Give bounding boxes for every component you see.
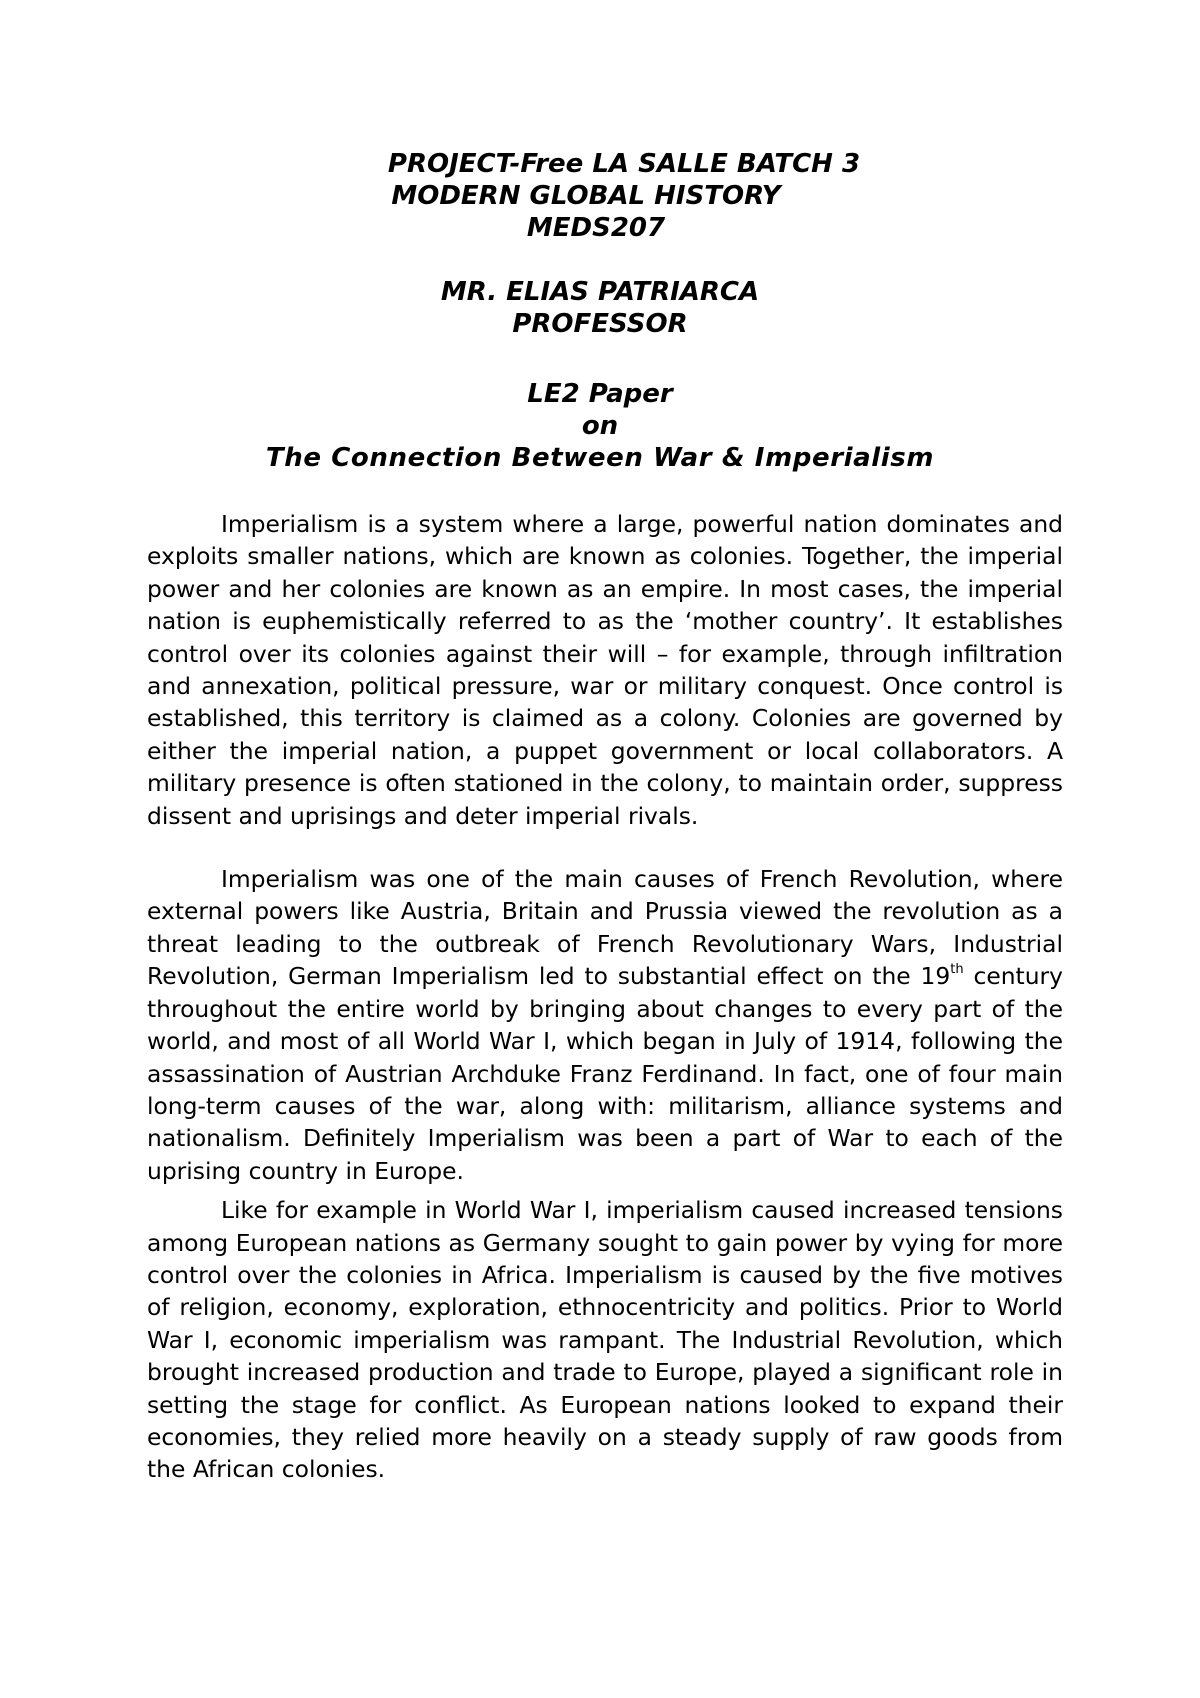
- paper-title: The Connection Between War & Imperialism: [265, 443, 935, 473]
- paper-type: LE2 Paper: [527, 379, 673, 409]
- ordinal-suffix: th: [950, 962, 964, 978]
- course-line: MODERN GLOBAL HISTORY: [391, 181, 781, 211]
- paragraph-2-text-b: century throughout the entire world by bringing about changes to every part of the world, and most of all World War I, which began in July of 1914, following the assassination of Austrian Archduke Franz Ferdinand. In fact, one of four main long-term causes of the war, along with: militarism, alliance systems and nationalism. Definitely Imperialism was been a part of War to each of the uprising country in Europe.: [147, 962, 1064, 1185]
- paragraph-1: Imperialism is a system where a large, powerful nation dominates and exploits smaller nations, which are known as colonies. Together, the imperial power and her colonies are known as an empire. In most cases, the imperial nation is euphemistically referred to as the ‘mother country’. It establishes control over its colonies against their will – for example, through infiltration and annexation, political pressure, war or military conquest. Once control is established, this territory is claimed as a colony. Colonies are governed by either the imperial nation, a puppet government or local collaborators. A military presence is often stationed in the colony, to maintain order, suppress dissent and uprisings and deter imperial rivals.: [147, 510, 1063, 830]
- title-block: [0, 148, 1200, 244]
- professor-name: MR. ELIAS PATRIARCA: [440, 277, 760, 307]
- course-code: MEDS207: [526, 213, 666, 243]
- paper-on: on: [581, 411, 619, 441]
- paragraph-2: [147, 863, 1063, 1187]
- professor-block: [0, 276, 1200, 340]
- paper-heading-block: [0, 378, 1200, 474]
- paragraph-2-text-a: Imperialism was one of the main causes of French Revolution, where external powers like Austria, Britain and Prussia viewed the revolution as a threat leading to the outbreak of French Revolutionary Wars, Industrial Revolution, German Imperialism led to substantial effect on the 19: [147, 865, 1063, 991]
- professor-title: PROFESSOR: [512, 309, 688, 339]
- paragraph-3: Like for example in World War I, imperialism caused increased tensions among European nations as Germany sought to gain power by vying for more control over the colonies in Africa. Imperialism is caused by the five motives of religion, economy, exploration, ethnocentricity and politics. Prior to World War I, economic imperialism was rampant. The Industrial Revolution, which brought increased production and trade to Europe, played a significant role in setting the stage for conflict. As European nations looked to expand their economies, they relied more heavily on a steady supply of raw goods from the African colonies.: [147, 1196, 1063, 1484]
- paper-body: [147, 508, 1063, 1486]
- project-line: PROJECT-Free LA SALLE BATCH 3: [387, 149, 861, 179]
